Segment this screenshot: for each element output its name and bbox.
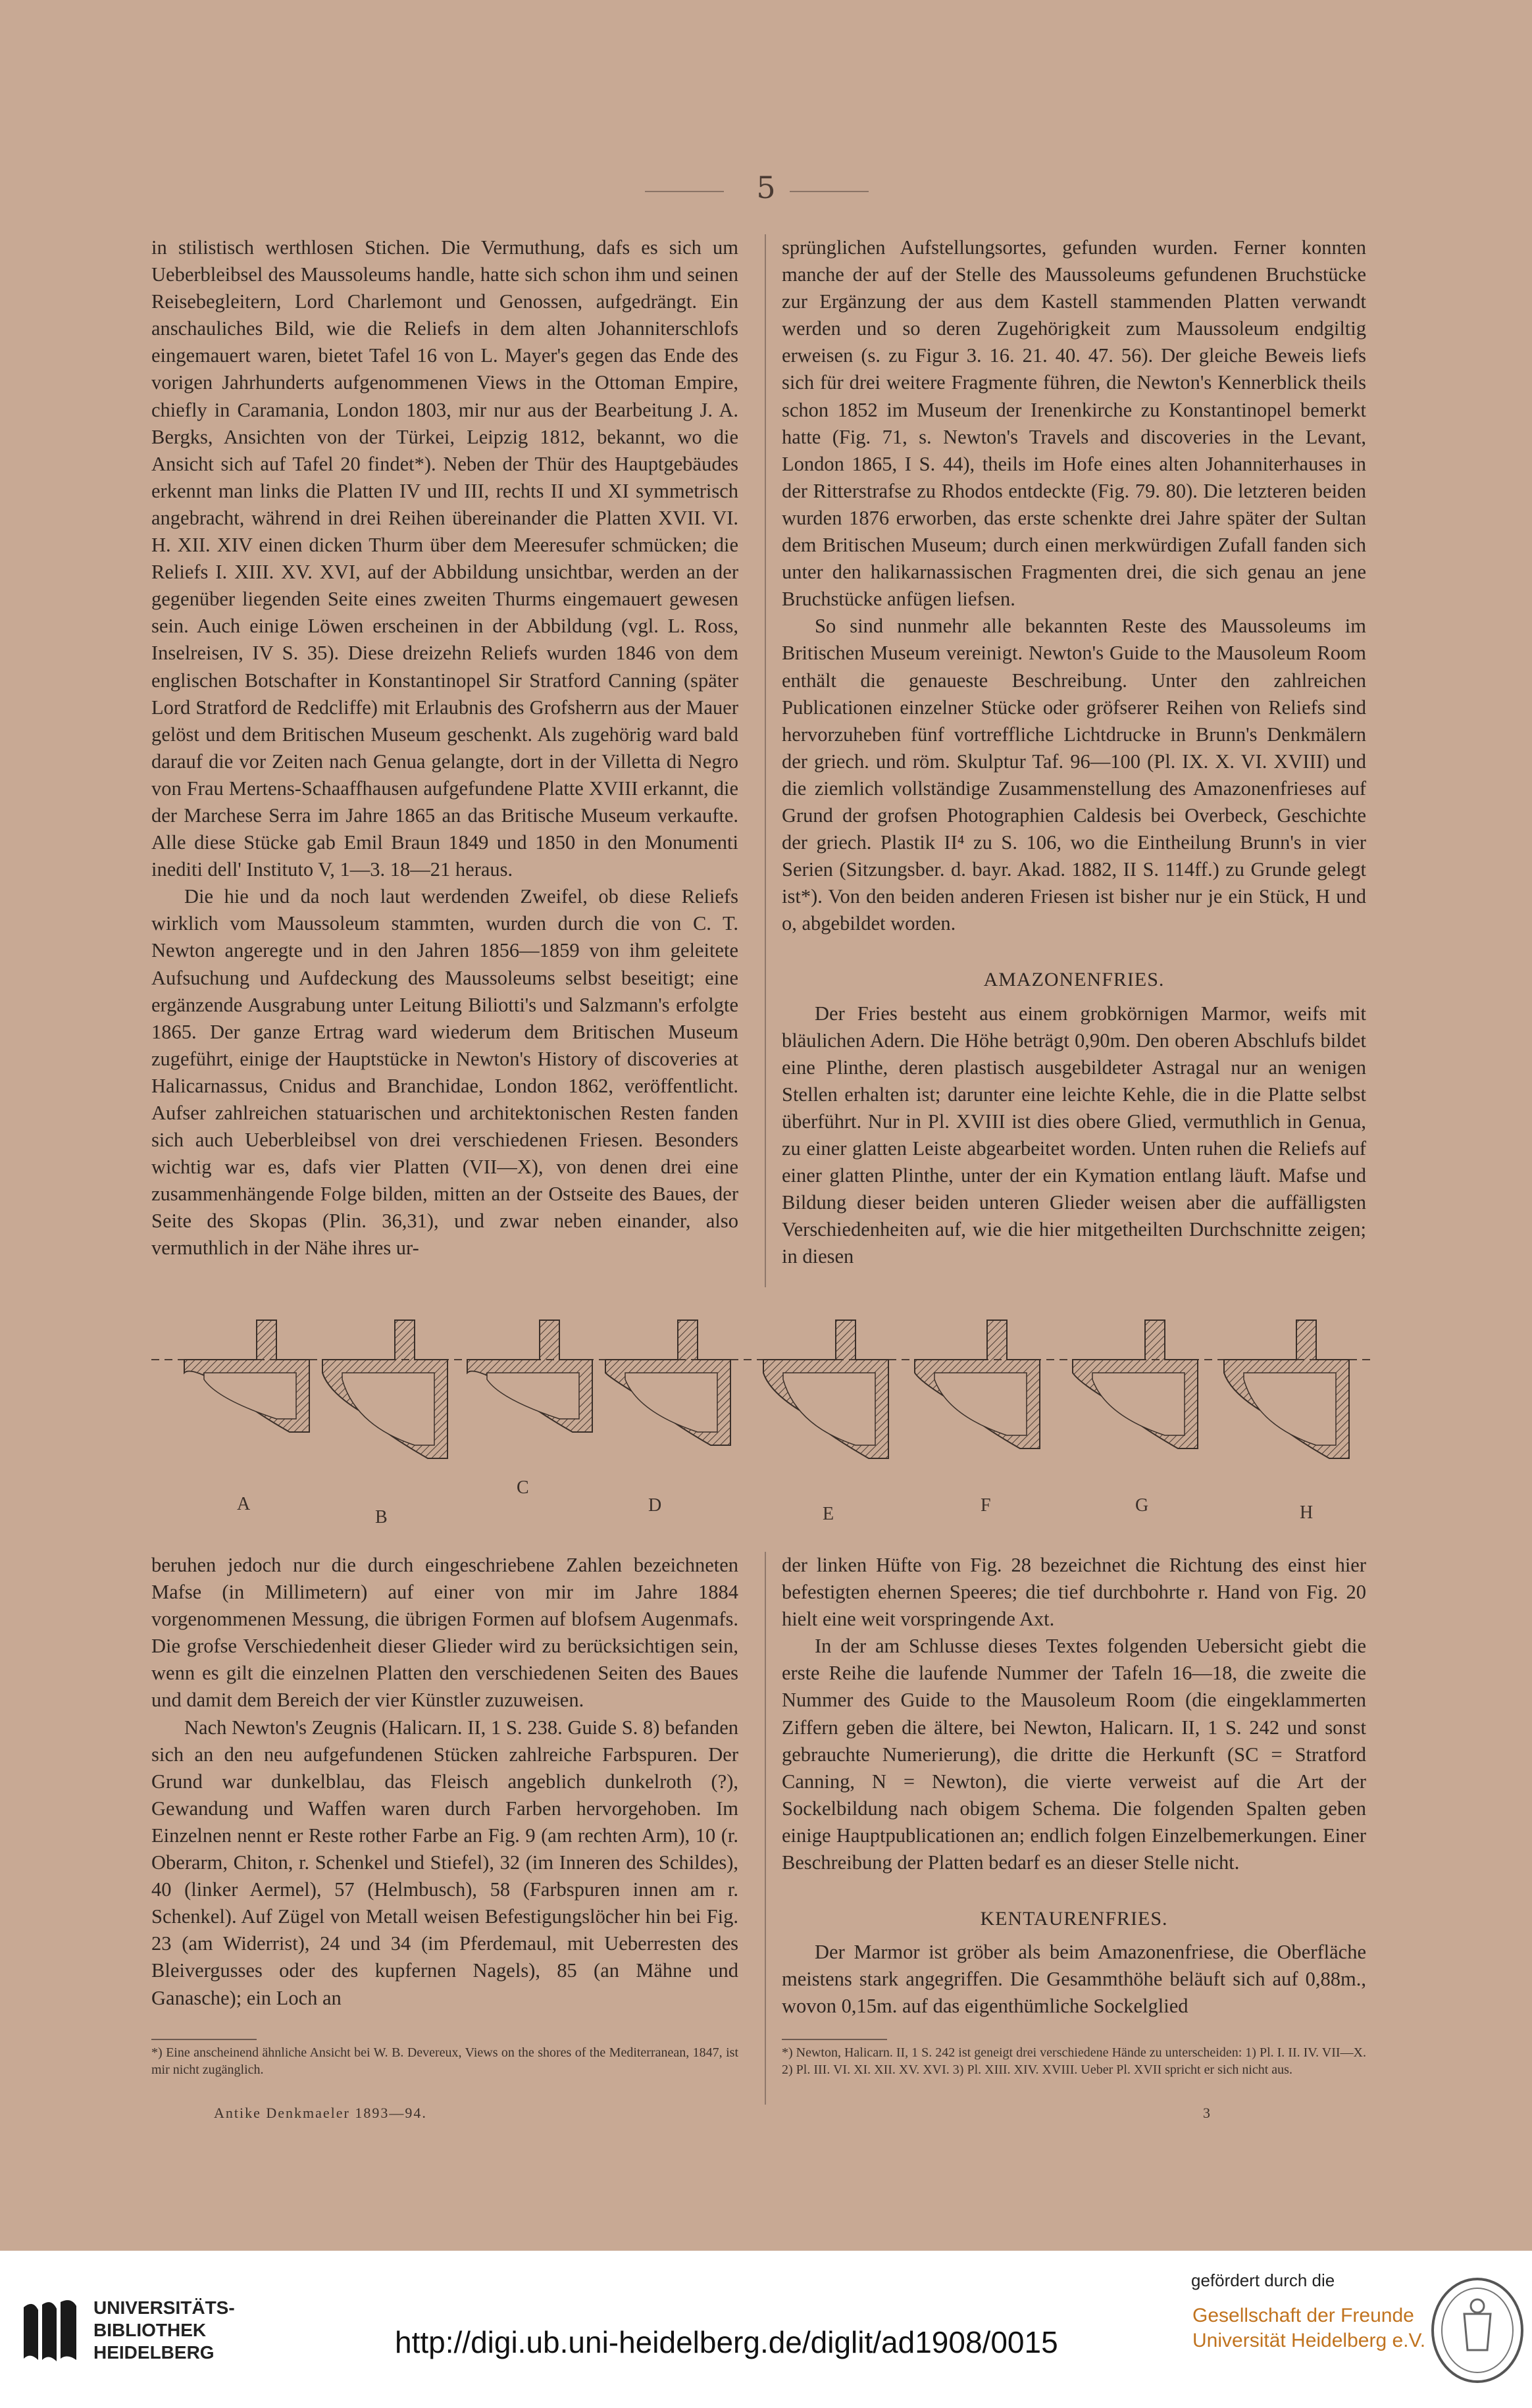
paragraph: Der Marmor ist gröber als beim Amazonenfriese, die Oberfläche meistens stark angegriffen. Die Gesammthöhe beläuft sich auf 0,88m., wovon 0,15m. auf das eigenthümliche Sockelglied [782,1941,1366,2018]
page-number-rule-left [645,191,724,192]
paragraph: Nach Newton's Zeugnis (Halicarn. II, 1 S. 238. Guide S. 8) befanden sich an den neu aufgefundenen Stücken zahlreiche Farbspuren. Der Grund war dunkelblau, das Fleisch angeblich dunkelroth (?), Gewandung und Waffen waren durch Farben hervorgehoben. Im Einzelnen nennt er Reste rother Farbe an Fig. 9 (am rechten Arm), 10 (r. Oberarm, Chiton, r. Schenkel und Stiefel), 32 (im Inneren des Schildes), 40 (linker Aermel), 57 (Helmbusch), 58 (Farbspuren innen am r. Schenkel). Auf Zügel von Metall weisen Befestigungslöcher hin bei Fig. 23 (am Widerrist), 24 und 34 (im Pferdemaul, mit Ueberresten des Bleivergusses oder des kupfernen Nagels), 85 (an Mähne und Ganasche); ein Loch an [151,1716,738,2009]
profile-label-g: G [1135,1495,1150,1516]
profile-section-inner [204,1373,296,1419]
digitization-footer [0,2251,1532,2408]
signature-number: 3 [1203,2105,1212,2121]
section-heading-amazonenfries: AMAZONENFRIES. [983,969,1165,991]
footnote-separator-right [782,2039,887,2040]
profile-section-inner [625,1373,717,1432]
footnote-separator-left [151,2039,257,2040]
sponsor-name-line: Gesellschaft der Freunde [1192,2305,1414,2326]
profile-label-e: E [823,1504,836,1524]
profile-label-d: D [648,1495,663,1516]
section-heading-kentaurenfries: KENTAURENFRIES. [980,1908,1168,1930]
profile-section-inner [934,1373,1027,1435]
paragraph: beruhen jedoch nur die durch eingeschriebene Zahlen bezeichneten Mafse (in Millimetern) auf einer von mir im Jahre 1884 vorgenommenen Messung, die übrigen Formen auf blofsem Augenmafs. Die grofse Verschiedenheit dieser Glieder wird zu berücksichtigen sein, wenn es gilt die einzelnen Platten den verschiedenen Seiten des Baues und damit dem Bereich der vier Künstler zuzuweisen. [151,1554,738,1712]
column-divider-bottom [765,1552,766,2105]
paragraph: In der am Schlusse dieses Textes folgenden Uebersicht giebt die erste Reihe die laufende Nummer der Tafeln 16—18, die zweite die Nummer des Guide to the Mausoleum Room (die eingeklammerten Ziffern geben die ältere, bei Newton, Halicarn. II, 1 S. 242 und sonst gebrauchte Numerierung), die dritte die Herkunft (SC = Stratford Canning, N = Newton), die vierte verweist auf die Art der Sockelbildung nach obigem Schema. Die folgenden Spalten geben einige Hauptpublicationen an; endlich folgen Einzelbemerkungen. Einer Beschreibung der Platten bedarf es an dieser Stelle nicht. [782,1635,1366,1874]
column-divider-top [765,234,766,1287]
profile-section-inner [487,1373,579,1419]
page-number-rule-right [790,191,869,192]
permalink-url[interactable]: http://digi.ub.uni-heidelberg.de/diglit/ad1908/0015 [395,2325,1058,2359]
profile-label-a: A [237,1494,252,1514]
library-name-line: UNIVERSITÄTS- [93,2297,235,2318]
profile-section-inner [1092,1373,1185,1435]
library-name-line: HEIDELBERG [93,2342,215,2363]
profile-label-f: F [981,1495,992,1516]
profile-label-c: C [517,1477,530,1498]
page-number: 5 [756,170,776,205]
signature-mark: Antike Denkmaeler 1893—94. [214,2105,427,2121]
profile-label-h: H [1300,1502,1315,1523]
sponsor-name [1192,2303,1425,2353]
profile-label-b: B [375,1507,389,1527]
university-seal-icon [1428,2274,1527,2386]
sponsor-label: gefördert durch die [1191,2270,1335,2290]
paragraph: in stilistisch werthlosen Stichen. Die Vermuthung, dafs es sich um Ueberbleibsel des Maussoleums handle, hatte sich schon ihm und seinen Reisebegleitern, Lord Charlemont und Genossen, aufgedrängt. Ein anschauliches Bild, wie die Reliefs in dem alten Johanniterschlofs eingemauert waren, bietet Tafel 16 von L. Mayer's gegen das Ende des vorigen Jahrhunderts aufgenommenen Views in the Ottoman Empire, chiefly in Caramania, London 1803, mir nur aus der Bearbeitung J. A. Bergks, Ansichten von der Türkei, Leipzig 1812, bekannt, wo die Ansicht sich auf Tafel 20 findet*). Neben der Thür des Hauptgebäudes erkennt man links die Platten IV und III, rechts II und XI symmetrisch angebracht, während in drei Reihen übereinander die Platten XVII. VI. H. XII. XIV einen dicken Thurm über dem Meeresufer schmücken; die Reliefs I. XIII. XV. XVI, auf der Abbildung unsichtbar, werden an der gegenüber liegenden Seite eines zweiten Thurms eingemauert gewesen sein. Auch einige Löwen erscheinen in der Abbildung (vgl. L. Ross, Inselreisen, IV S. 35). Diese dreizehn Reliefs wurden 1846 von dem englischen Botschafter in Konstantinopel Sir Stratford Canning (später Lord Stratford de Redcliffe) mit Erlaubnis des Grofsherrn aus der Mauer gelöst und dem Britischen Museum geschenkt. Als zugehörig ward bald darauf die vor Zeiten nach Genua gelangte, dort in der Villetta di Negro von Frau Mertens-Schaaffhausen aufgefundene Platte XVIII erkannt, die der Marchese Serra im Jahre 1865 an das Britische Museum verkaufte. Alle diese Stücke gab Emil Braun 1849 und 1850 in den Monumenti inediti dell' Instituto V, 1—3. 18—21 heraus. [151,236,738,881]
paragraph: So sind nunmehr alle bekannten Reste des Maussoleums im Britischen Museum vereinigt. Newton's Guide to the Mausoleum Room enthält die genaueste Beschreibung. Unter den zahlreichen Publicationen einzelner Stücke oder gröfserer Reihen von Reliefs sind hervorzuheben fünf vortreffliche Lichtdrucke in Brunn's Denkmälern der griech. und röm. Skulptur Taf. 96—100 (Pl. IX. X. VI. XVIII) und die ziemlich vollständige Zusammenstellung des Amazonenfrieses auf Grund der grofsen Photographien Caldesis bei Overbeck, Geschichte der griech. Plastik II⁴ zu S. 106, wo die Eintheilung Brunn's in vier Serien (Sitzungsber. d. bayr. Akad. 1882, II S. 114ff.) zu Grunde gelegt ist*). Von den beiden anderen Friesen ist bisher nur je ein Stück, H und o, abgebildet worden. [782,615,1366,935]
right-column-top [782,234,1366,1270]
paragraph: Der Fries besteht aus einem grobkörnigen Marmor, weifs mit bläulichen Adern. Die Höhe beträgt 0,90m. Den oberen Abschlufs bildet eine Plinthe, deren plastisch ausgebildeter Astragal nur an wenigen Stellen erhalten ist; darunter eine leichte Kehle, die in die Platte selbst überführt. Nur in Pl. XVIII ist dies obere Glied, vermuthlich in Genua, zu einer glatten Leiste abgearbeitet worden. Unten ruhen die Reliefs auf einer glatten Plinthe, unter der ein Kymation entlang läuft. Mafse und Bildung dieser beiden unteren Glieder weisen aber die auffälligsten Verschiedenheiten auf, wie die hier mitgetheilten Durchschnitte zeigen; in diesen [782,1002,1366,1268]
left-column-bottom [151,1552,738,2012]
paragraph: sprünglichen Aufstellungsortes, gefunden wurden. Ferner konnten manche der auf der Stelle des Maussoleums gefundenen Bruchstücke zur Ergänzung der aus dem Kastell stammenden Platten verwandt werden und so deren Zugehörigkeit zum Maussoleum endgiltig erweisen (s. zu Figur 3. 16. 21. 40. 47. 56). Der gleiche Beweis liefs sich für drei weitere Fragmente führen, die Newton's Kennerblick theils schon 1852 im Museum der Irenenkirche zu Konstantinopel bemerkt hatte (Fig. 71, s. Newton's Travels and discoveries in the Levant, London 1865, I S. 44), theils im Hofe eines alten Johanniterhauses in der Ritterstrafse zu Rhodos entdeckte (Fig. 79. 80). Die letzteren beiden wurden 1876 erworben, das erste schenkte drei Jahre später der Sultan dem Britischen Museum; durch einen merkwürdigen Zufall fanden sich unter den halikarnassischen Fragmenten drei, die sich genau an jene Bruchstücke anfügen liefsen. [782,236,1366,611]
paragraph: Die hie und da noch laut werdenden Zweifel, ob diese Reliefs wirklich vom Maussoleum stammten, wurden durch die von C. T. Newton angeregte und in den Jahren 1856—1859 von ihm geleitete Aufsuchung und Aufdeckung des Maussoleums selbst beseitigt; eine ergänzende Ausgrabung unter Leitung Biliotti's und Salzmann's erfolgte 1865. Der ganze Ertrag ward wiederum dem Britischen Museum zugeführt, einige der Hauptstücke in Newton's History of discoveries at Halicarnassus, Cnidus and Branchidae, London 1862, veröffentlicht. Aufser zahlreichen statuarischen und architektonischen Resten fanden sich auch Ueberbleibsel von drei verschiedenen Friesen. Besonders wichtig war es, dafs vier Platten (VII—X), von denen drei eine zusammenhängende Folge bilden, mitten an der Ostseite des Baues, der Seite des Skopas (Plin. 36,31), und zwar neben einander, also vermuthlich in der Nähe ihres ur- [151,885,738,1260]
right-column-bottom [782,1552,1366,2020]
profile-sections-figure [151,1314,1375,1531]
footnote-left: *) Eine anscheinend ähnliche Ansicht bei W. B. Devereux, Views on the shores of the Mediterranean, 1847, ist mir nicht zugänglich. [151,2045,738,2077]
library-logo-icon [18,2295,84,2368]
left-column-top [151,234,738,1262]
library-name-line: BIBLIOTHEK [93,2320,207,2340]
library-name [93,2297,235,2364]
sponsor-name-line: Universität Heidelberg e.V. [1192,2330,1426,2351]
footnote-right: *) Newton, Halicarn. II, 1 S. 242 ist geneigt drei verschiedene Hände zu unterscheiden: 1) Pl. I. II. IV. VII—X. 2) Pl. III. VI. XI. XII. XV. XVI. 3) Pl. XIII. XIV. XVIII. Ueber Pl. XVII spricht er sich nicht aus. [782,2045,1366,2077]
paragraph: der linken Hüfte von Fig. 28 bezeichnet die Richtung des einst hier befestigten ehernen Speeres; die tief durchbohrte r. Hand von Fig. 20 hielt eine weit vorspringende Axt. [782,1554,1366,1631]
